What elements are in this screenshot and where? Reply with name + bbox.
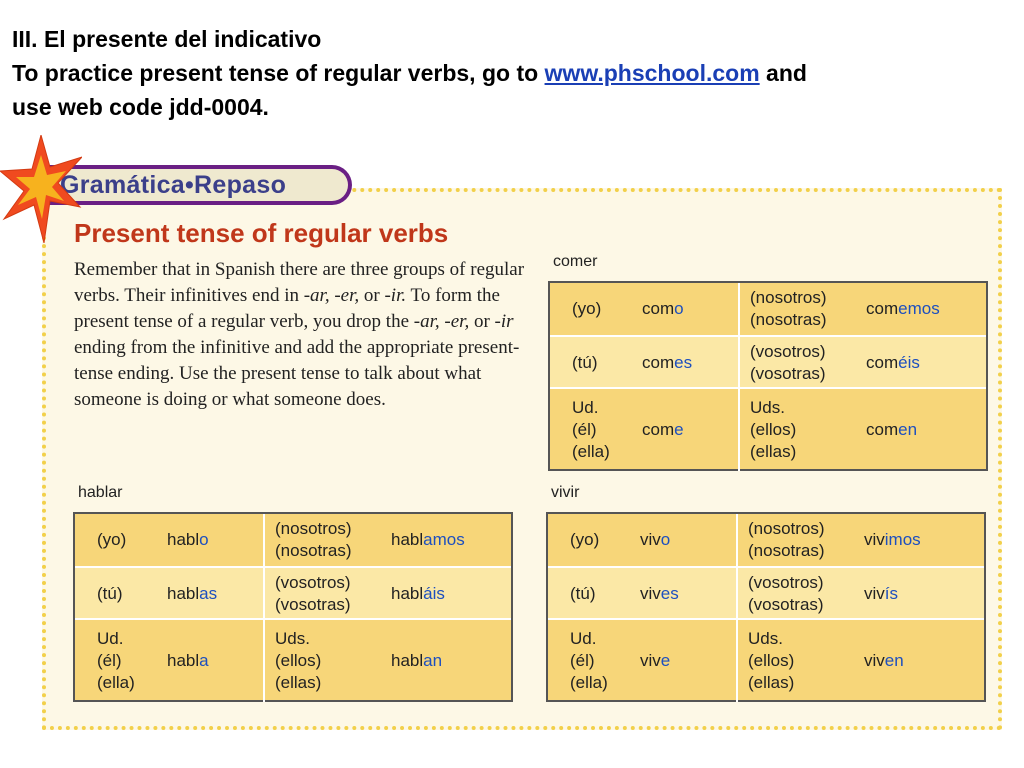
verb-stem: com <box>642 420 675 439</box>
pronoun: (ellas) <box>750 442 797 461</box>
verb-stem: habl <box>391 530 424 549</box>
pronoun-cell <box>97 620 135 702</box>
verb-stem: viv <box>864 584 885 603</box>
verb-ending: ís <box>884 584 899 603</box>
pronoun-cell <box>570 568 596 620</box>
column-divider <box>263 620 265 702</box>
pronoun: (ellos) <box>275 651 322 670</box>
para-or-2: or <box>469 311 495 332</box>
verb-form-cell-plural <box>391 568 445 620</box>
table-row <box>75 566 511 620</box>
para-ending-ir: -ir. <box>384 285 407 306</box>
column-divider <box>738 283 740 335</box>
verb-ending: o <box>660 530 671 549</box>
pronoun: (nosotras) <box>750 310 827 329</box>
para-text-3: ending from the infinitive and add the appropriate present-tense ending. Use the present tense to talk about what someone is doing or what someone does. <box>74 337 520 410</box>
table-row <box>548 514 984 566</box>
verb-stem: com <box>642 299 675 318</box>
verb-ending: en <box>884 651 904 670</box>
pronoun-cell-plural <box>275 514 352 566</box>
pronoun-cell <box>572 283 601 335</box>
verb-form-cell-plural <box>864 568 898 620</box>
pronoun: Uds. <box>748 629 783 648</box>
pronoun: (nosotros) <box>750 288 827 307</box>
pronoun: (nosotras) <box>275 541 352 560</box>
pronoun: (tú) <box>570 584 596 603</box>
explanation-paragraph <box>74 257 529 413</box>
verb-form-cell <box>640 568 679 620</box>
verb-form-cell <box>167 514 209 566</box>
verb-form-cell <box>167 620 209 702</box>
verb-ending: o <box>199 530 209 549</box>
verb-form-cell-plural <box>864 620 904 702</box>
table-row <box>548 618 984 702</box>
pronoun: (vosotras) <box>275 595 351 614</box>
verb-ending: a <box>199 651 209 670</box>
para-ending-ar-2: -ar, <box>413 311 445 332</box>
pronoun: (nosotros) <box>748 519 825 538</box>
pronoun: (ella) <box>97 673 135 692</box>
table-row <box>75 618 511 702</box>
verb-stem: com <box>642 353 675 372</box>
pronoun: (ellas) <box>748 673 795 692</box>
pronoun-cell-plural <box>750 337 826 389</box>
pronoun: (ellos) <box>750 420 797 439</box>
verb-label-vivir: vivir <box>551 484 580 501</box>
verb-form-cell-plural <box>866 283 940 335</box>
verb-ending: o <box>674 299 684 318</box>
pronoun: (yo) <box>572 299 602 318</box>
pronoun-cell-plural <box>750 283 827 335</box>
verb-form-cell-plural <box>391 620 442 702</box>
instruction-line <box>12 56 1012 90</box>
verb-stem: viv <box>640 530 661 549</box>
verb-stem: com <box>866 420 899 439</box>
para-ending-er: -er, <box>334 285 360 306</box>
para-text-2: To form the present tense of a regular verb, you drop the <box>74 285 500 332</box>
pronoun: (yo) <box>97 530 127 549</box>
pronoun: (yo) <box>570 530 600 549</box>
verb-stem: viv <box>864 530 885 549</box>
pronoun-cell-plural <box>748 620 794 702</box>
pronoun-cell <box>570 514 599 566</box>
column-divider <box>736 620 738 702</box>
pronoun: (ellos) <box>748 651 795 670</box>
verb-ending: amos <box>423 530 465 549</box>
pronoun: (ella) <box>570 673 608 692</box>
column-divider <box>263 514 265 566</box>
verb-ending: e <box>674 420 684 439</box>
para-or-1: or <box>359 285 385 306</box>
pronoun: (vosotros) <box>750 342 826 361</box>
verb-form-cell <box>640 620 670 702</box>
pronoun: (vosotras) <box>748 595 824 614</box>
pronoun-cell <box>572 389 610 471</box>
pronoun-cell <box>97 568 123 620</box>
verb-form-cell <box>642 389 684 471</box>
pronoun: (él) <box>572 420 597 439</box>
pronoun: (ella) <box>572 442 610 461</box>
pronoun: (nosotras) <box>748 541 825 560</box>
verb-ending: es <box>674 353 693 372</box>
pronoun-cell <box>572 337 598 389</box>
verb-label-comer: comer <box>553 253 598 270</box>
verb-stem: viv <box>640 651 661 670</box>
verb-ending: emos <box>898 299 940 318</box>
instruction-text-end: and <box>759 60 807 86</box>
verb-ending: áis <box>423 584 445 603</box>
starburst-icon <box>0 135 82 243</box>
column-divider <box>738 389 740 471</box>
verb-ending: imos <box>884 530 921 549</box>
conjugation-table-comer <box>548 281 988 471</box>
para-text-1: Remember that in Spanish there are three groups of regular verbs. Their infinitives end in <box>74 259 525 306</box>
pronoun: (él) <box>97 651 122 670</box>
verb-form-cell-plural <box>864 514 921 566</box>
verb-stem: habl <box>167 530 200 549</box>
conjugation-table-vivir <box>546 512 986 702</box>
table-row <box>548 566 984 620</box>
verb-ending: as <box>199 584 218 603</box>
verb-form-cell-plural <box>866 337 920 389</box>
badge-label: Gramática•Repaso <box>30 169 348 201</box>
pronoun: Ud. <box>572 398 599 417</box>
verb-form-cell <box>642 283 684 335</box>
pronoun: Uds. <box>750 398 785 417</box>
verb-stem: viv <box>864 651 885 670</box>
pronoun: Ud. <box>570 629 597 648</box>
verb-stem: com <box>866 299 899 318</box>
pronoun-cell-plural <box>275 620 321 702</box>
table-row <box>75 514 511 566</box>
pronoun-cell-plural <box>275 568 351 620</box>
verb-label-hablar: hablar <box>78 484 123 501</box>
pronoun-cell-plural <box>748 514 825 566</box>
pronoun: (él) <box>570 651 595 670</box>
pronoun-cell <box>97 514 126 566</box>
web-code-line: use web code jdd-0004. <box>12 94 269 120</box>
verb-stem: habl <box>167 584 200 603</box>
pronoun: Uds. <box>275 629 310 648</box>
verb-form-cell <box>167 568 217 620</box>
instruction-text: To practice present tense of regular verbs, go to <box>12 60 545 86</box>
column-divider <box>738 337 740 389</box>
pronoun-cell-plural <box>750 389 796 471</box>
verb-stem: com <box>866 353 899 372</box>
table-row <box>550 283 986 335</box>
slide-header <box>12 22 1012 124</box>
column-divider <box>263 568 265 620</box>
pronoun: (ellas) <box>275 673 322 692</box>
section-title: Present tense of regular verbs <box>74 218 449 248</box>
pronoun: (tú) <box>572 353 598 372</box>
table-row <box>550 387 986 471</box>
pronoun: (vosotros) <box>275 573 351 592</box>
verb-stem: habl <box>391 651 424 670</box>
verb-form-cell <box>640 514 670 566</box>
pronoun: Ud. <box>97 629 124 648</box>
verb-stem: habl <box>167 651 200 670</box>
pronoun-cell <box>570 620 608 702</box>
verb-stem: habl <box>391 584 424 603</box>
verb-ending: éis <box>898 353 920 372</box>
para-ending-ar: -ar, <box>303 285 335 306</box>
pronoun-cell-plural <box>748 568 824 620</box>
verb-form-cell-plural <box>866 389 917 471</box>
para-ending-ir-2: -ir <box>494 311 514 332</box>
verb-ending: an <box>423 651 443 670</box>
verb-ending: en <box>898 420 918 439</box>
slide-title: III. El presente del indicativo <box>12 26 322 52</box>
para-ending-er-2: -er, <box>444 311 470 332</box>
verb-ending: e <box>660 651 671 670</box>
verb-form-cell <box>642 337 692 389</box>
table-row <box>550 335 986 389</box>
conjugation-table-hablar <box>73 512 513 702</box>
pronoun: (nosotros) <box>275 519 352 538</box>
column-divider <box>736 514 738 566</box>
phschool-link[interactable]: www.phschool.com <box>544 60 760 86</box>
verb-stem: viv <box>640 584 661 603</box>
pronoun: (vosotros) <box>748 573 824 592</box>
verb-form-cell-plural <box>391 514 465 566</box>
verb-ending: es <box>660 584 679 603</box>
column-divider <box>736 568 738 620</box>
pronoun: (vosotras) <box>750 364 826 383</box>
pronoun: (tú) <box>97 584 123 603</box>
